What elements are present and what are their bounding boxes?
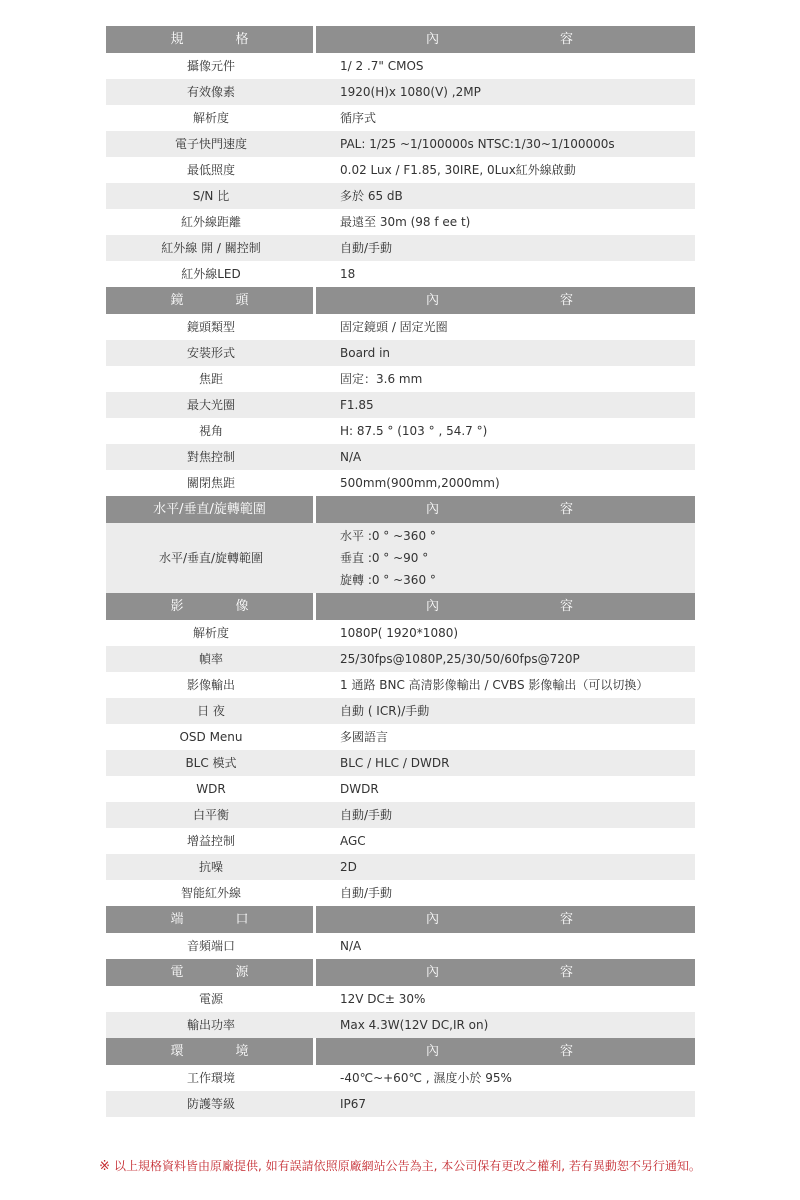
spec-label: 視角 [198,424,223,438]
spec-label: 焦距 [198,372,223,386]
spec-value: DWDR [340,782,379,796]
spec-value: H: 87.5 ° (103 ° , 54.7 °) [340,424,488,438]
spec-label: 關閉焦距 [186,476,235,490]
spec-label: 攝像元件 [186,59,235,73]
section-title-char: 境 [235,1044,249,1059]
spec-value: 0.02 Lux / F1.85, 30IRE, 0Lux紅外線啟動 [340,163,576,177]
spec-value: AGC [340,834,366,848]
spec-row [106,131,695,157]
spec-row [106,470,695,496]
spec-row [106,698,695,724]
spec-row [106,157,695,183]
section-header [106,496,695,523]
section-title [106,906,313,933]
spec-label: 最大光圈 [186,398,235,412]
spec-label: 幀率 [198,652,223,666]
spec-value: 多國語言 [340,730,389,744]
spec-row [106,340,695,366]
spec-label: 影像輸出 [186,678,235,692]
spec-row [106,314,695,340]
spec-row [106,750,695,776]
content-header-char: 內 [426,502,440,517]
spec-label: 抗噪 [198,860,223,874]
content-header-char: 內 [426,293,440,308]
spec-value: 2D [340,860,357,874]
section-title-char: 格 [235,32,249,47]
spec-label: 紅外線LED [181,267,241,281]
section-title-char: 水平/垂直/旋轉範圍 [153,502,266,517]
spec-label: 防護等級 [186,1097,235,1111]
content-header [316,496,695,523]
spec-row [106,183,695,209]
spec-value: 多於 65 dB [340,189,403,203]
spec-label: S/N 比 [192,189,230,203]
content-header-char: 內 [426,1044,440,1059]
spec-value: N/A [340,450,362,464]
spec-row [106,802,695,828]
footnote-text: 以上規格資料皆由原廠提供, 如有誤請依照原廠網站公告為主, 本公司保有更改之權利, 若有異動恕不另行通知。 [114,1159,701,1173]
spec-label: WDR [196,782,226,796]
spec-row [106,880,695,906]
spec-value: 1080P( 1920*1080) [340,626,459,640]
spec-value: 固定鏡頭 / 固定光圈 [340,320,448,334]
spec-row [106,209,695,235]
spec-label: 日 夜 [197,704,225,718]
content-header-char: 容 [560,1044,574,1059]
section-header [106,287,695,314]
section-header [106,959,695,986]
spec-value: 1 通路 BNC 高清影像輸出 / CVBS 影像輸出（可以切換） [340,678,649,692]
spec-row [106,828,695,854]
spec-value: 自動 ( ICR)/手動 [340,704,430,718]
spec-row [106,235,695,261]
spec-row [106,854,695,880]
spec-row [106,523,695,593]
content-header-char: 內 [426,965,440,980]
spec-label: 水平/垂直/旋轉範圍 [158,551,264,565]
spec-label: OSD Menu [179,730,243,744]
spec-value: N/A [340,939,362,953]
section-title [106,287,313,314]
section-title-char: 影 [170,599,184,614]
section-title-char: 環 [170,1044,184,1059]
spec-row [106,1091,695,1117]
spec-row [106,724,695,750]
spec-value: 1/ 2 .7" CMOS [340,59,424,73]
content-header [316,906,695,933]
section-title [106,593,313,620]
footnote [0,1157,800,1174]
content-header [316,1038,695,1065]
content-header-char: 容 [560,965,574,980]
section-title-char: 像 [235,599,249,614]
spec-label: 對焦控制 [186,450,235,464]
spec-label: 安裝形式 [186,346,235,360]
spec-row [106,933,695,959]
spec-value: 固定：3.6 mm [340,372,423,386]
spec-label: 最低照度 [186,163,235,177]
spec-value-line: 垂直 :0 ° ~90 ° [340,551,429,565]
content-header-char: 內 [426,912,440,927]
content-header [316,26,695,53]
spec-row [106,261,695,287]
section-title [106,496,313,523]
spec-value: 500mm(900mm,2000mm) [340,476,500,490]
spec-label: 工作環境 [186,1071,235,1085]
spec-row [106,53,695,79]
content-header-char: 內 [426,32,440,47]
section-title [106,959,313,986]
spec-value: 循序式 [340,111,377,125]
spec-label: 紅外線距離 [180,215,241,229]
spec-label: 鏡頭類型 [186,320,235,334]
section-title-char: 端 [170,912,184,927]
spec-row [106,418,695,444]
spec-label: 電源 [198,992,223,1006]
section-title [106,26,313,53]
spec-value: 自動/手動 [340,808,393,822]
spec-label: 智能紅外線 [180,886,241,900]
spec-label: 解析度 [192,111,229,125]
spec-value-line: 旋轉 :0 ° ~360 ° [340,573,436,587]
spec-value: IP67 [340,1097,367,1111]
section-title [106,1038,313,1065]
spec-row [106,366,695,392]
section-title-char: 源 [235,965,249,980]
spec-row [106,1012,695,1038]
spec-label: 電子快門速度 [174,137,247,151]
content-header [316,593,695,620]
content-header [316,959,695,986]
spec-label: BLC 模式 [185,756,237,770]
spec-row [106,646,695,672]
spec-row [106,776,695,802]
spec-label: 有效像素 [186,85,235,99]
spec-label: 音頻端口 [186,939,235,953]
content-header-char: 內 [426,599,440,614]
spec-row [106,79,695,105]
content-header-char: 容 [560,502,574,517]
spec-value: PAL: 1/25 ~1/100000s NTSC:1/30~1/100000s [340,137,615,151]
spec-value: 25/30fps@1080P,25/30/50/60fps@720P [340,652,580,666]
section-title-char: 規 [170,32,184,47]
section-title-char: 頭 [235,293,249,308]
spec-value: 18 [340,267,356,281]
spec-value: 自動/手動 [340,886,393,900]
spec-table [106,26,695,1117]
section-title-char: 電 [170,965,184,980]
content-header-char: 容 [560,32,574,47]
section-header [106,906,695,933]
spec-value: Board in [340,346,391,360]
spec-label: 解析度 [192,626,229,640]
spec-value [316,523,695,593]
spec-value: 自動/手動 [340,241,393,255]
spec-label: 增益控制 [186,834,235,848]
content-header-char: 容 [560,599,574,614]
spec-row [106,1065,695,1091]
spec-value: -40℃~+60℃ , 濕度小於 95% [340,1071,512,1085]
spec-row [106,986,695,1012]
content-header [316,287,695,314]
section-title-char: 鏡 [170,293,184,308]
spec-row [106,672,695,698]
spec-row [106,392,695,418]
spec-value: BLC / HLC / DWDR [340,756,450,770]
spec-value-line: 水平 :0 ° ~360 ° [340,529,436,543]
spec-row [106,444,695,470]
section-header [106,26,695,53]
spec-value: 12V DC± 30% [340,992,426,1006]
spec-value: 1920(H)x 1080(V) ,2MP [340,85,481,99]
section-title-char: 口 [235,912,249,927]
spec-value: 最遠至 30m (98 f ee t) [340,215,471,229]
spec-value: F1.85 [340,398,374,412]
spec-row [106,620,695,646]
asterisk-mark: ※ [99,1159,110,1174]
content-header-char: 容 [560,912,574,927]
spec-label: 白平衡 [192,808,229,822]
spec-label: 輸出功率 [186,1018,235,1032]
section-header [106,1038,695,1065]
spec-row [106,105,695,131]
spec-label: 紅外線 開 / 關控制 [161,241,261,255]
content-header-char: 容 [560,293,574,308]
spec-value: Max 4.3W(12V DC,IR on) [340,1018,489,1032]
section-header [106,593,695,620]
